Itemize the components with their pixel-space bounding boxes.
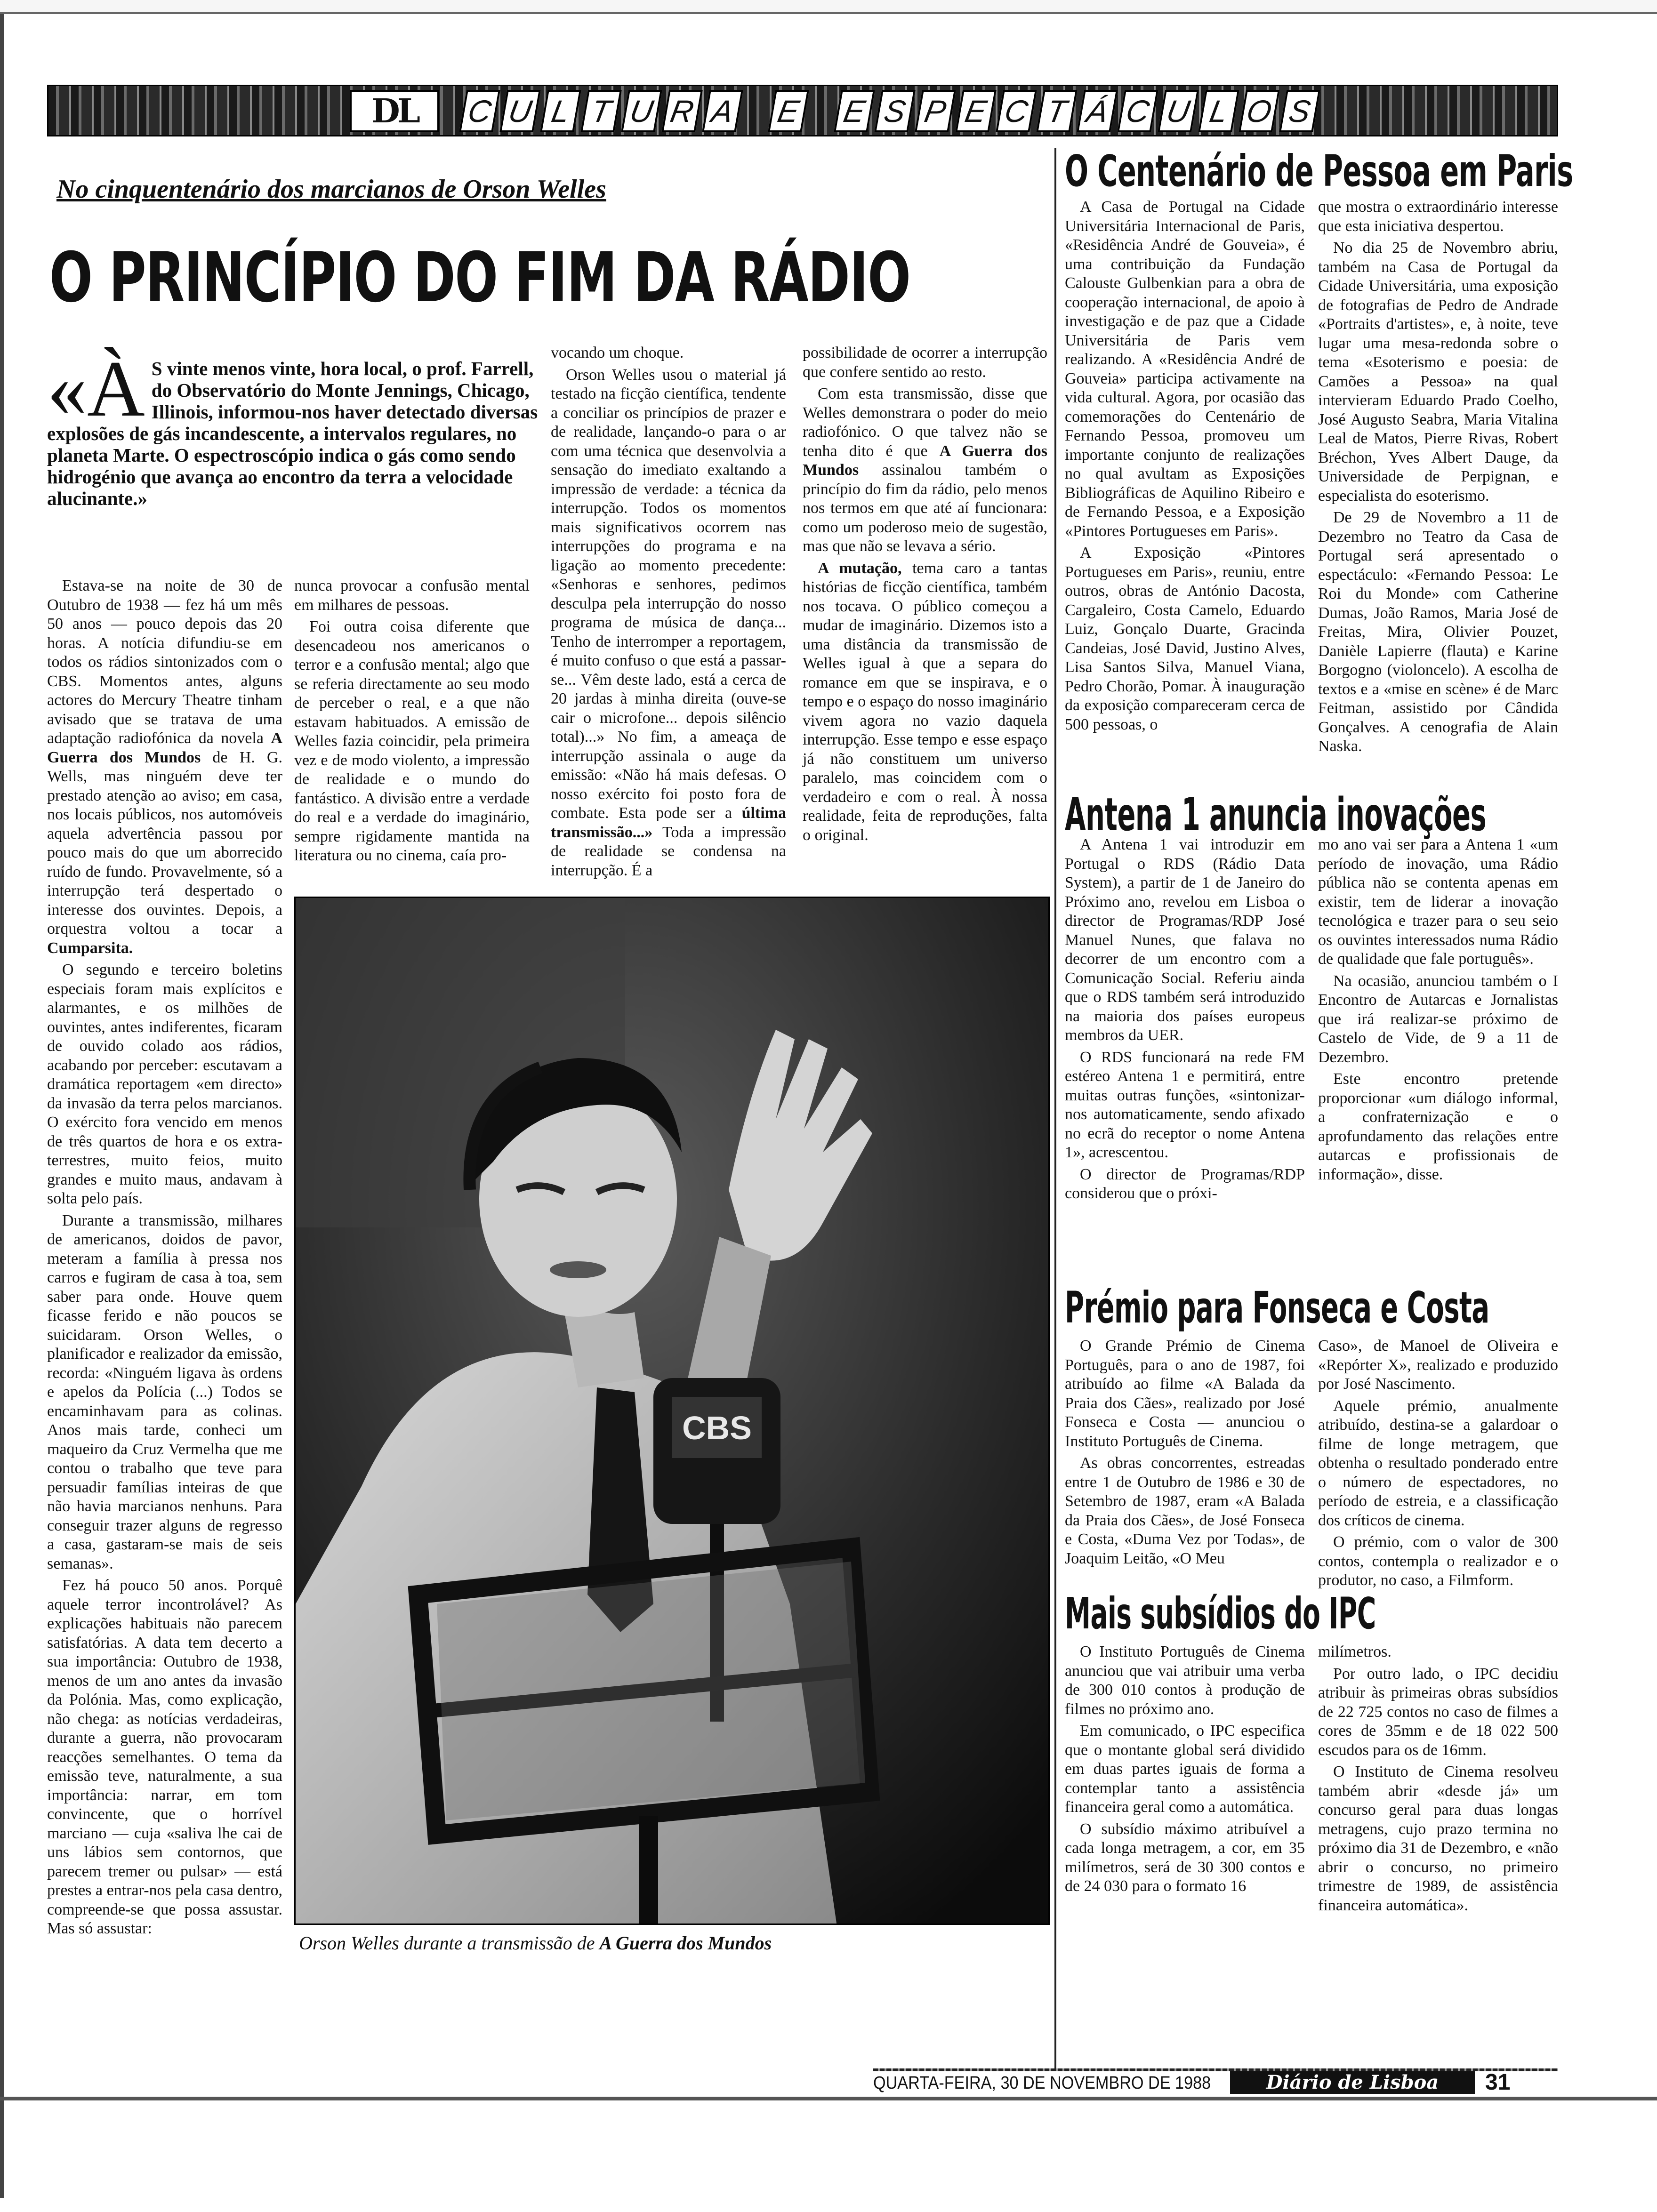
- scan-top-edge: [0, 0, 1657, 14]
- premio-headline: Prémio para Fonseca e Costa: [1065, 1282, 1489, 1333]
- lead-text: S vinte menos vinte, hora local, o prof. Farrell, do Observatório do Monte Jennings, Chicago, Illinois, informou-nos haver detectado diversas explosões de gás incandescente, a intervalos regulares, no planeta Marte. O espectroscópio indica o gás como sendo hidrogénio que avança ao encontro da terra a velocidade alucinante.»: [47, 358, 538, 509]
- premio-column-2: [1318, 1337, 1558, 1593]
- paragraph: O prémio, com o valor de 300 contos, contempla o realizador e o produtor, no caso, a Filmform.: [1318, 1533, 1558, 1589]
- photo-illustration: [296, 898, 1050, 1925]
- page-number: 31: [1485, 2070, 1511, 2095]
- paragraph: Estava-se na noite de 30 de Outubro de 1938 — fez há um mês 50 anos — pouco depois das 20 horas. A notícia difundiu-se em todos os rádios sintonizados com o CBS. Momentos antes, alguns actores do Mercury Theatre tinham avisado que se tratava de uma adaptação radiofónica da novela: [47, 577, 282, 747]
- section-letter: C: [1117, 90, 1158, 132]
- section-letter: S: [874, 90, 916, 132]
- paragraph: Caso», de Manoel de Oliveira e «Repórter X», realizado e produzido por José Nascimento.: [1318, 1337, 1558, 1393]
- paper-logo: DL: [350, 90, 439, 132]
- paragraph: As obras concorrentes, estreadas entre 1 de Outubro de 1986 e 30 de Setembro de 1987, eram «A Balada da Praia dos Cães», de José Fonseca e Costa, «Duma Vez por Todas», de Joaquim Leitão, «O Meu: [1065, 1454, 1305, 1567]
- paragraph: Na ocasião, anunciou também o I Encontro de Autarcas e Jornalistas que irá realizar-se próximo de Castelo de Vide, de 9 a 11 de Dezembro.: [1318, 972, 1558, 1066]
- pessoa-column-1: [1065, 198, 1305, 737]
- section-letter: P: [915, 90, 956, 132]
- section-letter: R: [661, 90, 703, 132]
- section-letter: A: [702, 90, 743, 132]
- paragraph: Aquele prémio, anualmente atribuído, destina-se a galardoar o filme de longe metragem, que obtenha o resultado ponderado entre o número de espectadores, no período de estreia, e a classificação dos críticos de cinema.: [1318, 1397, 1558, 1529]
- section-letter: C: [459, 90, 500, 132]
- footer-date: QUARTA-FEIRA, 30 DE NOVEMBRO DE 1988: [873, 2073, 1211, 2093]
- caption-text: Orson Welles durante a transmissão de: [299, 1932, 595, 1954]
- lead-drop-cap: «À: [47, 345, 145, 433]
- paragraph: De 29 de Novembro a 11 de Dezembro no Teatro da Casa de Portugal será apresentado o espectáculo: «Fernando Pessoa: Le Roi du Monde» com Catherine Dumas, João Ramos, Maria José de Freitas, Mira, Olivier Pouzet, Danièle Lapierre (flauta) e Karine Borgogno (violoncelo). A escolha de textos e a «mise en scène» é de Marc Feitman, assistido por Cândida Gonçalves. A cenografia de Alain Naska.: [1318, 509, 1558, 755]
- paragraph: assinalou também o princípio do fim da rádio, pelo menos nos termos em que até aí funcionara: como um poderoso meio de sugestão, mas que não se levava a sério.: [803, 461, 1048, 555]
- paragraph: mo ano vai ser para a Antena 1 «um período de inovação, uma Rádio pública não se contenta apenas em existir, tem de liderar a inovação tecnológica e trazer para o seu seio os ouvintes interessados numa Rádio de qualidade que fale português».: [1318, 836, 1558, 968]
- section-letter: U: [499, 90, 541, 132]
- section-letter: T: [580, 90, 622, 132]
- section-letter: E: [955, 90, 997, 132]
- paragraph: que mostra o extraordinário interesse que esta iniciativa despertou.: [1318, 198, 1558, 235]
- paragraph: O Instituto de Cinema resolveu também abrir «desde já» um concurso geral para duas longas metragens, cujo prazo termina no próximo dia 31 de Dezembro, e «não abrir o concurso, no primeiro trimestre de 1989, de assistência financeira automática».: [1318, 1763, 1558, 1914]
- article-column-1: [47, 577, 282, 1941]
- paragraph: A Casa de Portugal na Cidade Universitária Internacional de Paris, «Residência André de Gouveia», é uma contribuição da Fundação Calouste Gulbenkian para a obra de cooperação internacional, de apoio à investigação e de paz que a Cidade Universitária de Paris vem realizando. A «Residência André de Gouveia» participa activamente na vida cultural. Agora, por ocasião das comemorações do Centenário de Fernando Pessoa, promoveu um importante conjunto de realizações no qual avultam as Exposições Bibliográficas de Aquilino Ribeiro e de Fernando Pessoa, e a Exposição «Pintores Portugueses em Paris».: [1065, 198, 1305, 540]
- paragraph: O segundo e terceiro boletins especiais foram mais explícitos e alarmantes, e os milhões de ouvintes, antes indiferentes, ficaram de ouvido colado aos rádios, acabando por perceber: escutavam a dramática reportagem «em directo» da invasão da terra pelos marcianos. O exército fora vencido em menos de três quartos de hora e os extra-terrestres, muito feios, muito grandes e muito maus, andavam à solta pelo país.: [47, 961, 282, 1207]
- section-letter: E: [834, 90, 875, 132]
- caption-title: A Guerra dos Mundos: [599, 1932, 772, 1954]
- antena-column-1: [1065, 835, 1305, 1206]
- paragraph: O director de Programas/RDP considerou que o próxi-: [1065, 1165, 1305, 1202]
- pessoa-headline: O Centenário de Pessoa em Paris: [1065, 146, 1573, 196]
- antena-headline: Antena 1 anuncia inovações: [1065, 788, 1487, 841]
- paragraph: A Exposição «Pintores Portugueses em Paris», reuniu, entre outros, obras de António Dacosta, Cargaleiro, Costa Camelo, Eduardo Luiz, Gonçalo Duarte, Gracinda Candeias, José David, Justino Alves, Lisa Santos Silva, Manuel Viana, Pedro Chorão, Pomar. À inauguração da exposição compareceram cerca de 500 pessoas, o: [1065, 544, 1305, 733]
- paragraph: Foi outra coisa diferente que desencadeou nos americanos o terror e a confusão mental; algo que se referia directamente ao seu modo de perceber o real, e a que não estavam habituados. A emissão de Welles fazia coincidir, pela primeira vez e de modo violento, a impressão de realidade e o mundo do fantástico. A divisão entre a verdade do real e a verdade do imaginário, sempre rigidamente mantida na literatura ou no cinema, caía pro-: [294, 618, 530, 864]
- section-letter: T: [1036, 90, 1078, 132]
- paragraph: Com esta transmissão, disse que Welles demonstrara o poder do meio radiofónico. O que talvez não se tenha dito é que: [803, 385, 1047, 460]
- section-letter: L: [1198, 90, 1239, 132]
- paragraph: O RDS funcionará na rede FM estéreo Antena 1 e permitirá, entre muitas outras funções, «sintonizar-nos automaticamente, sendo afixado no ecrã do receptor o nome Antena 1», acrescentou.: [1065, 1048, 1305, 1161]
- scan-bottom-edge: [0, 2097, 1657, 2100]
- paragraph: nunca provocar a confusão mental em milhares de pessoas.: [294, 577, 530, 614]
- section-letter: C: [996, 90, 1037, 132]
- paragraph: No dia 25 de Novembro abriu, também na Casa de Portugal da Cidade Universitária, uma exposição de fotografias de Pedro de Andrade «Portraits d'artistes», e, à noite, teve lugar uma mesa-redonda sobre o tema «Esoterismo e poesia: de Camões a Pessoa» na qual intervieram Eduardo Prado Coelho, José Augusto Seabra, Maria Vitalina Leal de Matos, Pierre Rivas, Robert Bréchon, Yves Albert Dauge, da Universidade de Perpignan, e especialista do esoterismo.: [1318, 239, 1558, 505]
- section-banner: [47, 85, 1558, 136]
- footer-paper-name: Diário de Lisboa: [1230, 2071, 1475, 2094]
- article-kicker: No cinquentenário dos marcianos de Orson Welles: [56, 175, 606, 204]
- section-letter: Á: [1077, 90, 1118, 132]
- section-letter-gap: [812, 90, 831, 132]
- bold-title: A Guerra dos Mundos: [47, 729, 282, 766]
- bold-title: A mutação,: [818, 559, 902, 577]
- paragraph: Fez há pouco 50 anos. Porquê aquele terror incontrolável? As explicações habituais não parecem satisfatórias. A data tem decerto a sua importância: Outubro de 1938, menos de um ano antes da invasão da Polónia. Mas, como explicação, não chega: as notícias verdadeiras, durante a guerra, não provocaram reacções semelhantes. O tema da emissão teve, naturalmente, a sua importância: narrar, em tom convincente, que o horrível marciano — cuja «saliva lhe cai de uns lábios sem contornos, que parecem tremer ou pulsar» — está prestes a entrar-nos pela casa dentro, compreende-se que possa assustar. Mas só assustar:: [47, 1577, 282, 1937]
- section-letter-gap: [746, 90, 765, 132]
- column-divider: [1054, 148, 1056, 2068]
- paragraph: possibilidade de ocorrer a interrupção que confere sentido ao resto.: [803, 344, 1047, 381]
- bold-title: última transmissão...»: [551, 804, 787, 841]
- orson-welles-photo: [294, 897, 1050, 1925]
- ipc-column-1: [1065, 1643, 1305, 1899]
- paragraph: Orson Welles usou o material já testado na ficção científica, tendente a conciliar os princípios de prazer e de realidade, lançando-o para o ar com uma técnica que desenvolvia a sensação do imediato exaltando a impressão de verdade: a técnica da interrupção. Todos os momentos mais significativos ocorrem nas interrupções do programa e na ligação ao momento precedente: «Senhoras e senhores, pedimos desculpa pela interrupção do nosso programa de música de dança... Tenho de interromper a reportagem, é muito confuso o que está a passar-se... Vêm deste lado, está a cerca de 20 jardas à minha direita (ouve-se cair o microfone... depois silêncio total)...» No fim, a ameaça de interrupção assinala o auge da emissão: «Não há mais defesas. O nosso exército foi posto fora de combate. Esta pode ser a: [551, 366, 786, 822]
- article-column-2: [294, 577, 530, 868]
- antena-column-2: [1318, 835, 1558, 1187]
- paragraph: A Antena 1 vai introduzir em Portugal o RDS (Rádio Data System), a partir de 1 de Janeiro do Próximo ano, revelou em Lisboa o director de Programas/RDP José Manuel Nunes, que falava no decorrer de um encontro com a Comunicação Social. Referiu ainda que o RDS também será introduzido na maioria dos países europeus membros da UER.: [1065, 836, 1305, 1044]
- article-column-4: [803, 344, 1047, 848]
- ipc-headline: Mais subsídios do IPC: [1065, 1588, 1376, 1639]
- photo-caption: [299, 1932, 772, 1954]
- bold-title: A Guerra dos Mundos: [803, 442, 1048, 479]
- mic-cbs-label: CBS: [682, 1410, 752, 1446]
- paragraph: vocando um choque.: [551, 344, 684, 361]
- paragraph: O Grande Prémio de Cinema Português, para o ano de 1987, foi atribuído ao filme «A Balada da Praia dos Cães», realizado por José Fonseca e Costa — anunciou o Instituto Português de Cinema.: [1065, 1337, 1305, 1450]
- paragraph: de H. G. Wells, mas ninguém deve ter prestado atenção ao aviso; em casa, nos locais públicos, nos automóveis aquela advertência passou por pouco mais do que um aborrecido ruído de fundo. Provavelmente, só a interrupção terá despertado o interesse dos ouvintes. Depois, a orquestra voltou a tocar a: [47, 748, 283, 938]
- page-footer: [873, 2068, 1558, 2098]
- article-headline: O PRINCÍPIO DO FIM DA RÁDIO: [49, 238, 910, 318]
- paragraph: Por outro lado, o IPC decidiu atribuir às primeiras obras subsídios de 22 725 contos no caso de filmes a cores de 35mm e de 18 022 500 escudos para os de 16mm.: [1318, 1665, 1558, 1759]
- pessoa-column-2: [1318, 198, 1558, 759]
- paragraph: O Instituto Português de Cinema anunciou que vai atribuir uma verba de 300 010 contos à produção de filmes no próximo ano.: [1065, 1643, 1305, 1718]
- section-title: [463, 90, 1317, 132]
- paragraph: Este encontro pretende proporcionar «um diálogo informal, a confraternização e o aprofundamento das relações entre autarcas e profissionais de informação», disse.: [1318, 1070, 1558, 1183]
- section-letter: S: [1279, 90, 1320, 132]
- paragraph: Em comunicado, o IPC especifica que o montante global será dividido em duas partes iguais de forma a contemplar tanto a assistência financeira geral como a automática.: [1065, 1722, 1305, 1816]
- paragraph: Durante a transmissão, milhares de americanos, doidos de pavor, meteram a família à pressa nos carros e fugiram de casa à toa, sem saber para onde. Houve quem ficasse ferido e não poucos se suicidaram. Orson Welles, o planificador e realizador da emissão, recorda: «Ninguém ligava às ordens e apelos da Polícia (...) Todos se encaminhavam para as colinas. Anos mais tarde, conheci um maqueiro da Cruz Vermelha que me contou o trabalho que teve para persuadir famílias inteiras de que não havia marcianos nenhuns. Para conseguir trazer alguns de regresso a casa, gastaram-se mais de seis semanas».: [47, 1211, 282, 1572]
- bold-title: Cumparsita.: [47, 939, 133, 957]
- paragraph: tema caro a tantas histórias de ficção científica, também nos tocava. O público começou a mudar de imaginário. Dizemos isto a uma distância da transmissão de Welles igual à que a separa do romance em que se inspirava, e o tempo e o espaço do nosso imaginário vivem agora no vazio daquela interrupção. Esse tempo e esse espaço já não constituem um universo paralelo, mas coincidem com o verdadeiro e com o real. À nossa realidade, feita de reproduções, falta o original.: [803, 559, 1047, 844]
- section-letter: U: [621, 90, 662, 132]
- section-letter: E: [768, 90, 809, 132]
- premio-column-1: [1065, 1337, 1305, 1571]
- section-letter: U: [1158, 90, 1199, 132]
- ipc-column-2: [1318, 1643, 1558, 1918]
- paragraph: O subsídio máximo atribuível a cada longa metragem, a cor, em 35 milímetros, será de 30 300 contos e de 24 030 para o formato 16: [1065, 1820, 1305, 1895]
- scan-left-edge: [0, 14, 4, 2198]
- section-letter: L: [540, 90, 581, 132]
- article-column-3: [551, 344, 786, 883]
- paragraph: Toda a impressão de realidade se condensa na interrupção. É a: [551, 823, 787, 879]
- section-letter: O: [1239, 90, 1280, 132]
- paragraph: milímetros.: [1318, 1643, 1392, 1660]
- article-lead: [47, 345, 546, 509]
